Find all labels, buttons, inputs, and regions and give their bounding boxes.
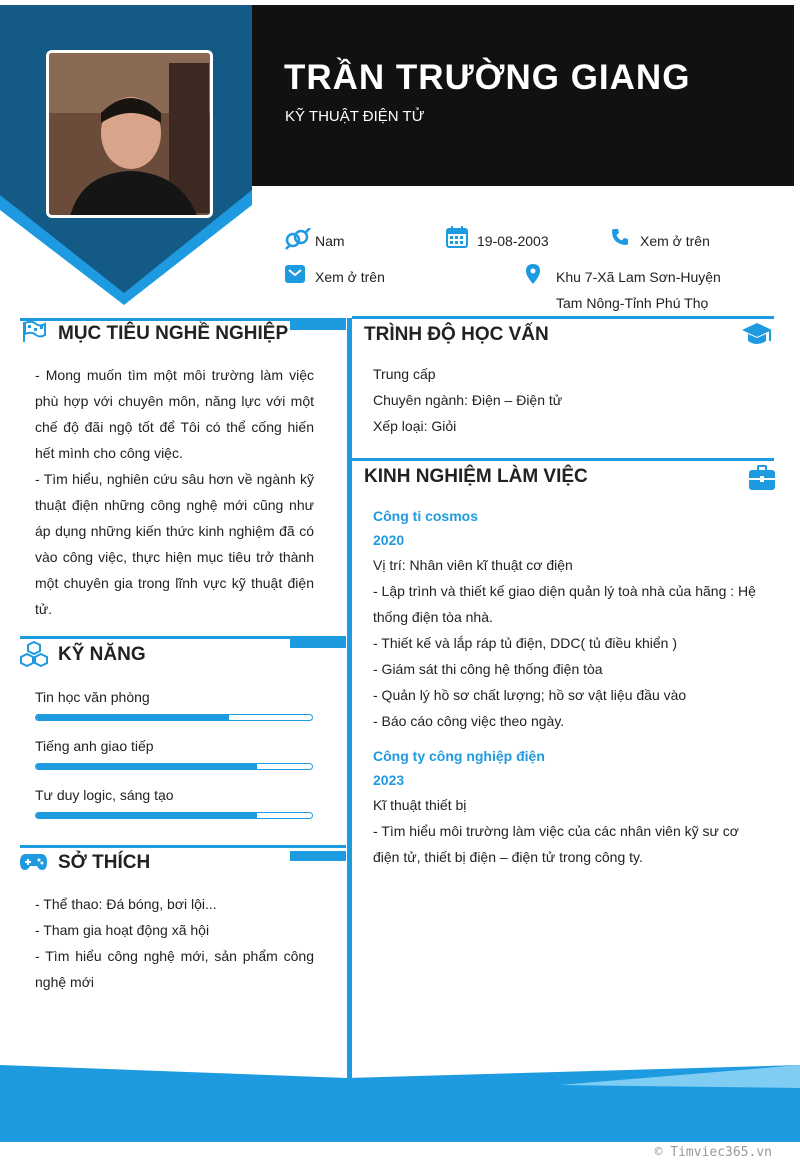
calendar-icon	[446, 226, 468, 248]
location-icon	[526, 264, 540, 284]
hobbies-title: SỞ THÍCH	[58, 852, 151, 873]
objective-paragraph: - Tìm hiểu, nghiên cứu sâu hơn về ngành kỹ thuật điện những công nghệ mới cũng như áp dụng những kiến thức kinh nghiệm đã có vào công việc, thực hiện mục tiêu trở thành một chuyên gia trong lĩnh vực kỹ thuật điện tử.	[35, 471, 314, 617]
education-text	[373, 361, 562, 439]
email-value: Xem ở trên	[315, 269, 385, 285]
education-line-item: Xếp loại: Giỏi	[373, 418, 457, 434]
experience-line	[352, 458, 774, 461]
candidate-name: TRẦN TRƯỜNG GIANG	[284, 58, 691, 97]
job-title: KỸ THUẬT ĐIỆN TỬ	[285, 108, 425, 125]
job-detail: - Lập trình và thiết kế giao diện quản lý toà nhà của hãng : Hệ thống điện tòa nhà.	[373, 583, 756, 625]
company-name: Công ti cosmos	[373, 508, 479, 524]
skill-bar	[35, 714, 313, 721]
experience-list	[373, 504, 765, 870]
graduation-cap-icon	[741, 322, 773, 353]
education-title: TRÌNH ĐỘ HỌC VẤN	[364, 324, 549, 345]
job-detail: - Tìm hiểu môi trường làm việc của các nhân viên kỹ sư cơ điện tử, thiết bị điện – điện tử trong công ty.	[373, 823, 739, 865]
job-detail: - Giám sát thi công hệ thống điện tòa	[373, 661, 603, 677]
column-divider	[347, 318, 352, 1078]
objective-tab	[290, 320, 346, 330]
job-year: 2020	[373, 532, 405, 548]
skill-label: Tư duy logic, sáng tạo	[35, 787, 174, 803]
address-line1: Khu 7-Xã Lam Sơn-Huyện	[556, 269, 721, 285]
gamepad-icon	[20, 853, 47, 876]
hobby-item: - Thể thao: Đá bóng, bơi lội...	[35, 896, 217, 912]
hobbies-text	[35, 891, 314, 995]
briefcase-icon	[749, 465, 775, 495]
phone-icon	[611, 228, 629, 246]
job-detail: - Thiết kế và lắp ráp tủ điện, DDC( tủ điều khiển )	[373, 635, 678, 651]
education-line	[352, 316, 774, 319]
education-line-item: Chuyên ngành: Điện – Điện tử	[373, 392, 563, 408]
job-detail: - Quản lý hồ sơ chất lượng; hồ sơ vật liệu đầu vào	[373, 687, 687, 703]
skills-tab	[290, 638, 346, 648]
cubes-icon	[20, 641, 48, 672]
job-detail: Kĩ thuật thiết bị	[373, 797, 467, 813]
objective-paragraph: - Mong muốn tìm một môi trường làm việc phù hợp với chuyên môn, năng lực với một chế độ đãi ngộ tốt để Tôi có thể cống hiến hết mình cho công việc.	[35, 367, 314, 461]
skills-title: KỸ NĂNG	[58, 644, 146, 665]
hobby-item: - Tìm hiểu công nghệ mới, sản phẩm công nghệ mới	[35, 948, 314, 990]
hobbies-line	[20, 845, 346, 848]
objective-title: MỤC TIÊU NGHỀ NGHIỆP	[58, 323, 289, 344]
gender-icon	[285, 228, 311, 250]
hobbies-tab	[290, 851, 346, 861]
profile-photo	[46, 50, 213, 218]
hobby-item: - Tham gia hoạt động xã hội	[35, 922, 210, 938]
job-year: 2023	[373, 772, 405, 788]
skill-label: Tin học văn phòng	[35, 689, 150, 705]
address-line2: Tam Nông-Tỉnh Phú Thọ	[556, 295, 709, 311]
job-detail: - Báo cáo công việc theo ngày.	[373, 713, 565, 729]
gender-value: Nam	[315, 233, 345, 249]
copyright-text: © Timviec365.vn	[654, 1145, 772, 1160]
skill-bar-fill	[36, 764, 257, 769]
skill-bar-fill	[36, 715, 229, 720]
skill-bar	[35, 812, 313, 819]
footer-wave	[0, 1060, 800, 1142]
experience-title: KINH NGHIỆM LÀM VIỆC	[364, 466, 588, 487]
job-detail: Vị trí: Nhân viên kĩ thuật cơ điện	[373, 557, 573, 573]
birthdate-value: 19-08-2003	[477, 233, 549, 249]
skill-bar	[35, 763, 313, 770]
email-icon	[285, 265, 305, 283]
company-name: Công ty công nghiệp điện	[373, 748, 545, 764]
skill-bar-fill	[36, 813, 257, 818]
objective-text	[35, 362, 314, 622]
flag-icon	[22, 321, 46, 348]
phone-value: Xem ở trên	[640, 233, 710, 249]
skill-label: Tiếng anh giao tiếp	[35, 738, 154, 754]
education-line-item: Trung cấp	[373, 366, 436, 382]
